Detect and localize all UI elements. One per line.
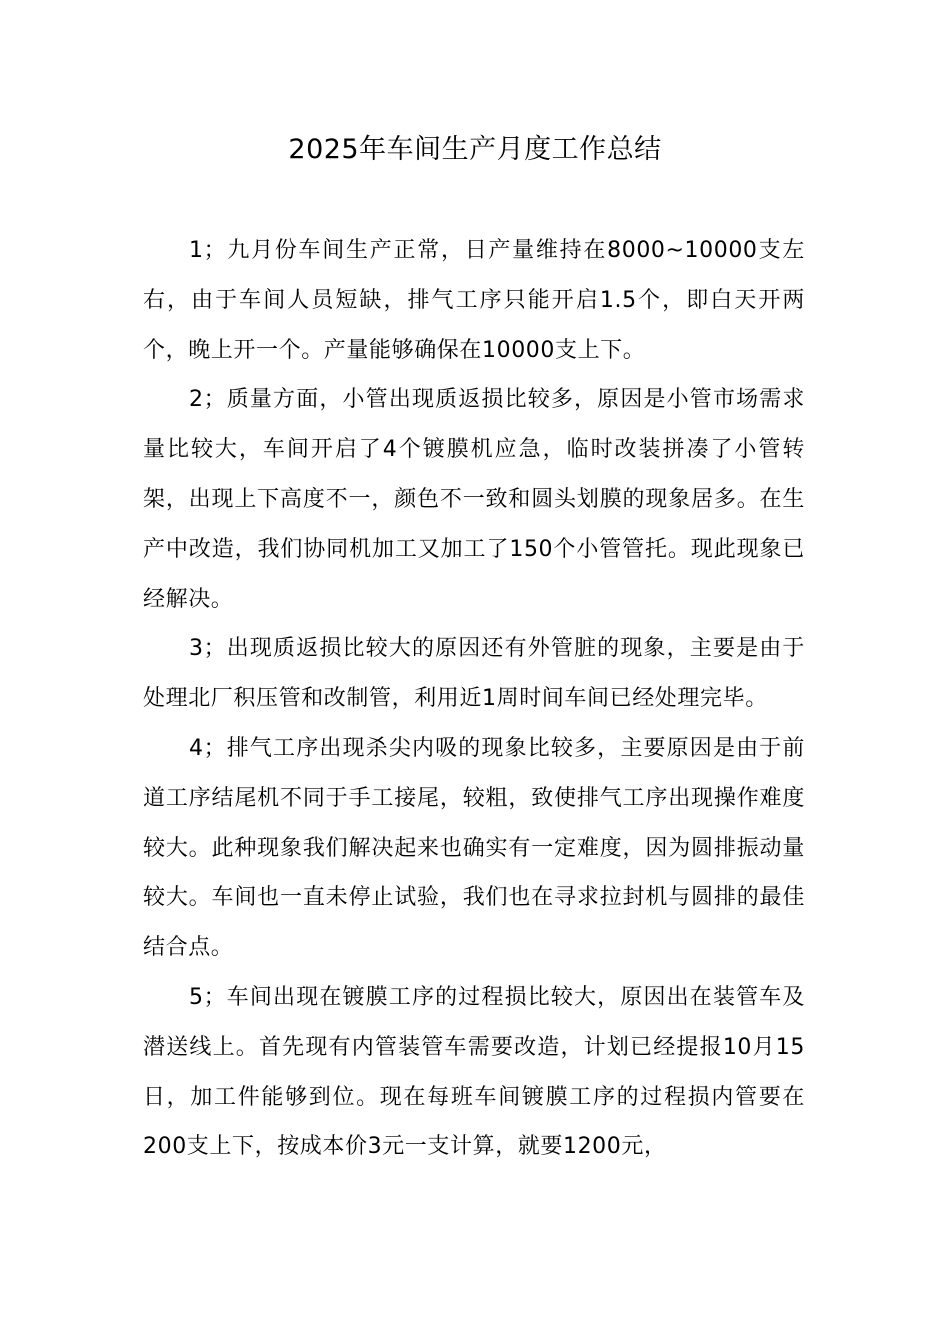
paragraph-1: 1；九月份车间生产正常，日产量维持在8000~10000支左右，由于车间人员短缺，排气工序只能开启1.5个，即白天开两个，晚上开一个。产量能够确保在10000支上下。 [143, 238, 805, 363]
paragraph-3: 3；出现质返损比较大的原因还有外管脏的现象，主要是由于处理北厂积压管和改制管，利用近1周时间车间已经处理完毕。 [143, 636, 805, 712]
paragraph-5: 5；车间出现在镀膜工序的过程损比较大，原因出在装管车及潜送线上。首先现有内管装管车需要改造，计划已经提报10月15日，加工件能够到位。现在每班车间镀膜工序的过程损内管要在200支上下，按成本价3元一支计算，就要1200元， [143, 984, 805, 1160]
document-body [143, 226, 805, 1172]
document-title: 2025年车间生产月度工作总结 [288, 134, 662, 165]
paragraph-4: 4；排气工序出现杀尖内吸的现象比较多，主要原因是由于前道工序结尾机不同于手工接尾，较粗，致使排气工序出现操作难度较大。此种现象我们解决起来也确实有一定难度，因为圆排振动量较大。车间也一直未停止试验，我们也在寻求拉封机与圆排的最佳结合点。 [143, 735, 805, 961]
paragraph-2: 2；质量方面，小管出现质返损比较多，原因是小管市场需求量比较大，车间开启了4个镀膜机应急，临时改装拼凑了小管转架，出现上下高度不一，颜色不一致和圆头划膜的现象居多。在生产中改造，我们协同机加工又加工了150个小管管托。现此现象已经解决。 [143, 387, 805, 612]
